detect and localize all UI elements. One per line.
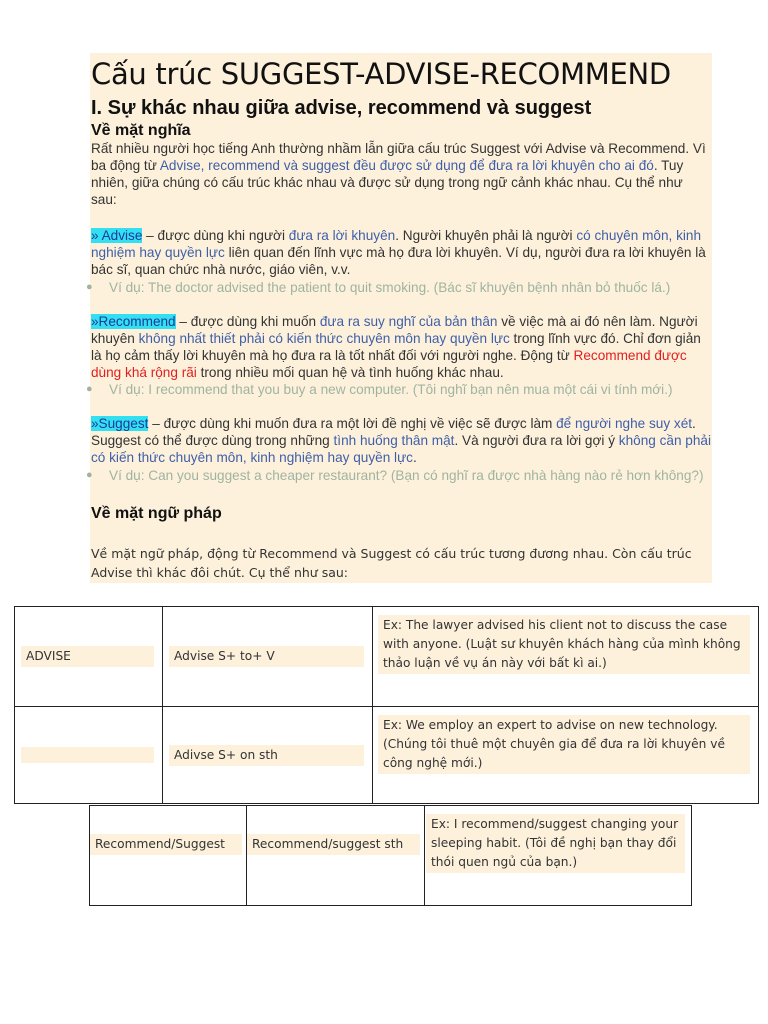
recommend-paragraph: »Recommend – được dùng khi muốn đưa ra suy nghĩ của bản thân về việc mà ai đó nên làm. Người khuyên không nhất thiết phải có kiến thức chuyên môn hay quyền lực trong lĩnh vực đó. Chỉ đơn giản là họ cảm thấy lời khuyên mà họ đưa ra là tốt nhất đối với người nghe. Động từ Recommend được dùng khá rộng rãi trong nhiều mối quan hệ và tình huống khác nhau. — [91, 314, 701, 380]
table-cell — [373, 607, 759, 707]
structure-cell: Advise S+ to+ V — [169, 646, 364, 667]
intro-paragraph: Rất nhiều người học tiếng Anh thường nhầm lẫn giữa cấu trúc Suggest với Advise và Recommend. Vì ba động từ Advise, recommend và suggest đều được sử dụng để đưa ra lời khuyên cho ai đó. Tuy nhiên, giữa chúng có cấu trúc khác nhau và được sử dụng trong ngữ cảnh khác nhau. Cụ thể như sau: — [91, 141, 706, 207]
verb-cell: Recommend/Suggest — [90, 834, 242, 855]
table-cell — [163, 707, 373, 804]
example-cell: Ex: The lawyer advised his client not to discuss the case with anyone. (Luật sư khuyên khách hàng của mình không thảo luận về vụ án này với bất kì ai.) — [378, 615, 750, 674]
grammar-intro: Về mặt ngữ pháp, động từ Recommend và Suggest có cấu trúc tương đương nhau. Còn cấu trúc Advise thì khác đôi chút. Cụ thể như sau: — [91, 546, 692, 580]
suggest-example: ● Ví dụ: Can you suggest a cheaper restaurant? (Bạn có nghĩ ra được nhà hàng nào rẻ hơn không?) — [86, 468, 704, 483]
structure-cell: Adivse S+ on sth — [169, 745, 364, 766]
recommend-example: ● Ví dụ: I recommend that you buy a new computer. (Tôi nghĩ bạn nên mua một cái vi tính mới.) — [86, 382, 673, 397]
grammar-table-recommend — [89, 805, 692, 906]
grammar-table-advise — [14, 606, 759, 804]
recommend-label: »Recommend — [91, 314, 176, 329]
meaning-heading: Về mặt nghĩa — [91, 122, 191, 139]
table-row — [90, 806, 692, 906]
table-cell — [163, 607, 373, 707]
table-row — [15, 607, 759, 707]
structure-cell: Recommend/suggest sth — [247, 834, 420, 855]
table-cell — [373, 707, 759, 804]
bullet-icon: ● — [86, 469, 93, 481]
table-row — [15, 707, 759, 804]
bullet-icon: ● — [86, 383, 93, 395]
suggest-paragraph: »Suggest – được dùng khi muốn đưa ra một lời đề nghị về việc sẽ được làm để người nghe suy xét. Suggest có thể được dùng trong những tình huống thân mật. Và người đưa ra lời gợi ý không cần phải có kiến thức chuyên môn, kinh nghiệm hay quyền lực. — [91, 416, 711, 465]
advise-label: » Advise — [91, 228, 143, 243]
example-cell: Ex: We employ an expert to advise on new technology. (Chúng tôi thuê một chuyên gia để đưa ra lời khuyên về công nghệ mới.) — [378, 715, 750, 774]
table-cell — [15, 707, 163, 804]
page-title: Cấu trúc SUGGEST-ADVISE-RECOMMEND — [91, 57, 671, 91]
example-cell: Ex: I recommend/suggest changing your sleeping habit. (Tôi đề nghị bạn thay đổi thói quen ngủ của bạn.) — [426, 814, 685, 873]
advise-paragraph: » Advise – được dùng khi người đưa ra lời khuyên. Người khuyên phải là người có chuyên môn, kinh nghiệm hay quyền lực liên quan đến lĩnh vực mà họ đưa lời khuyên. Ví dụ, người đưa ra lời khuyên là bác sĩ, quan chức nhà nước, giáo viên, v.v. — [91, 228, 706, 277]
table-cell — [425, 806, 692, 906]
verb-cell: ADVISE — [21, 646, 154, 667]
verb-cell — [21, 747, 154, 763]
advise-example: ● Ví dụ: The doctor advised the patient to quit smoking. (Bác sĩ khuyên bệnh nhân bỏ thuốc lá.) — [86, 280, 671, 295]
table-cell — [15, 607, 163, 707]
table-cell — [247, 806, 425, 906]
grammar-heading: Về mặt ngữ pháp — [91, 505, 222, 522]
bullet-icon: ● — [86, 281, 93, 293]
section-heading: I. Sự khác nhau giữa advise, recommend và suggest — [91, 97, 592, 119]
table-cell — [90, 806, 247, 906]
suggest-label: »Suggest — [91, 416, 149, 431]
